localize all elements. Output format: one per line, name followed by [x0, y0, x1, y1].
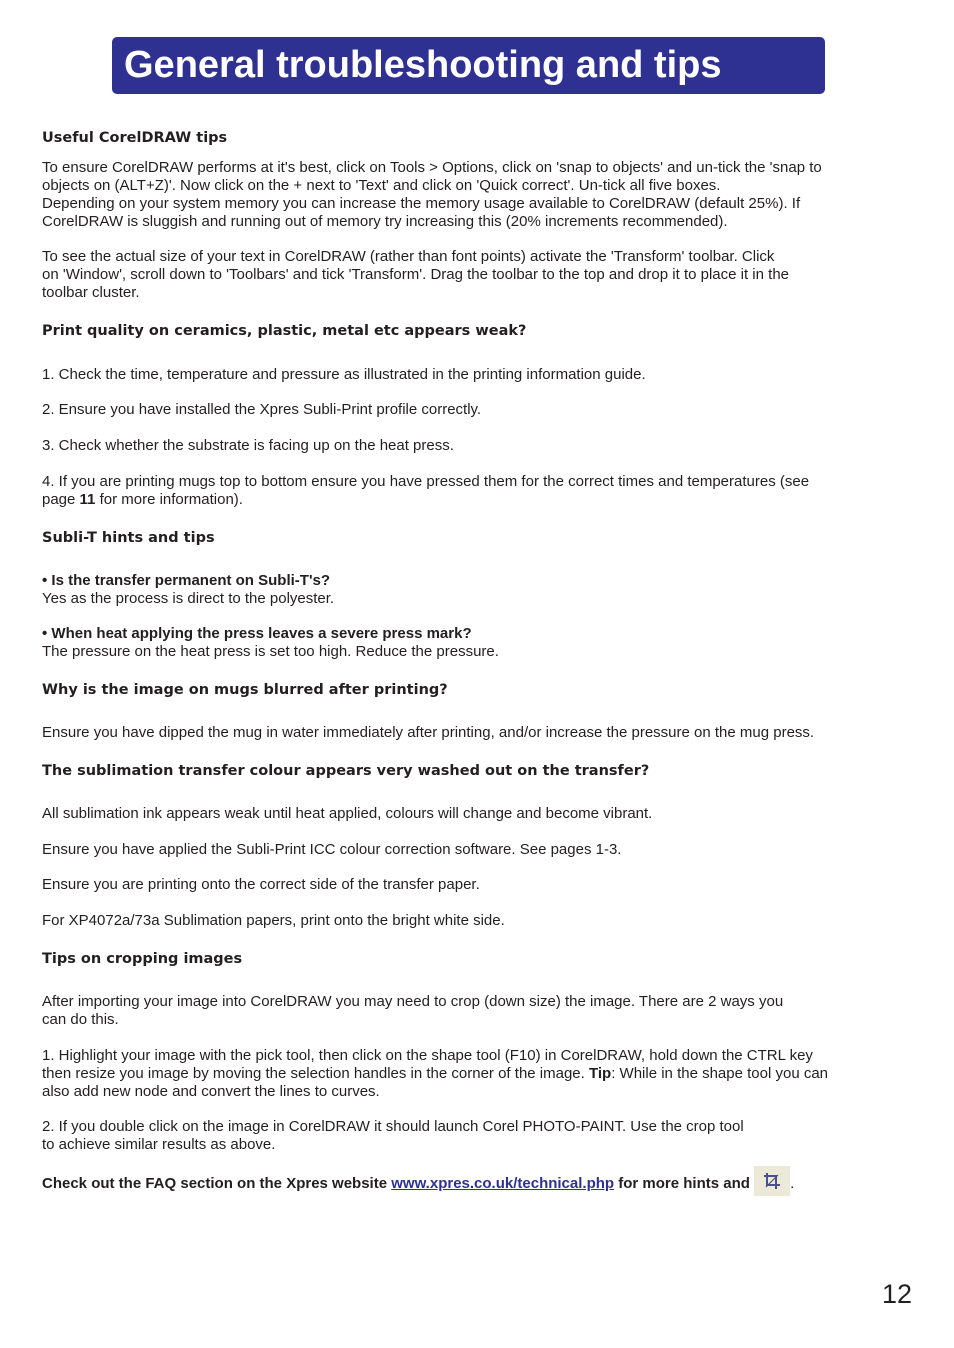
text-fragment: : While in the shape tool you can [611, 1065, 829, 1082]
faq-question: • Is the transfer permanent on Subli-T's? [42, 572, 331, 589]
cropping-paragraph-2 [42, 1047, 887, 1101]
cropping-paragraph-1 [42, 993, 887, 1029]
text-line: To ensure CorelDRAW performs at it's best, click on Tools > Options, click on 'snap to objects' and un-tick the 'snap to [42, 159, 822, 176]
heading-washed-out: The sublimation transfer colour appears very washed out on the transfer? [42, 763, 650, 779]
subli-t-faq-2 [42, 625, 887, 661]
coreldraw-paragraph-2 [42, 248, 887, 302]
text-line: Depending on your system memory you can increase the memory usage available to CorelDRAW (default 25%). If [42, 195, 801, 212]
washed-out-item-4: For XP4072a/73a Sublimation papers, print onto the bright white side. [42, 912, 505, 929]
print-quality-item-1: 1. Check the time, temperature and pressure as illustrated in the printing information guide. [42, 366, 646, 383]
text-fragment: for more hints and [614, 1174, 750, 1192]
text-line: After importing your image into CorelDRAW you may need to crop (down size) the image. There are 2 ways you [42, 993, 784, 1010]
heading-print-quality: Print quality on ceramics, plastic, metal etc appears weak? [42, 323, 527, 339]
text-fragment: Check out the FAQ section on the Xpres website [42, 1174, 392, 1192]
text-fragment: page [42, 491, 80, 508]
faq-footer-line [42, 1172, 887, 1196]
mugs-blurred-text: Ensure you have dipped the mug in water immediately after printing, and/or increase the pressure on the mug press. [42, 724, 815, 741]
text-fragment: then resize you image by moving the selection handles in the corner of the image. [42, 1065, 589, 1082]
washed-out-item-3: Ensure you are printing onto the correct side of the transfer paper. [42, 876, 480, 893]
heading-coreldraw-tips: Useful CorelDRAW tips [42, 130, 228, 146]
print-quality-item-4 [42, 473, 887, 509]
text-line: on 'Window', scroll down to 'Toolbars' and tick 'Transform'. Drag the toolbar to the top and drop it to place it in the [42, 266, 790, 283]
text-line: To see the actual size of your text in CorelDRAW (rather than font points) activate the 'Transform' toolbar. Click [42, 248, 775, 265]
washed-out-item-2: Ensure you have applied the Subli-Print ICC colour correction software. See pages 1-3. [42, 841, 622, 858]
text-fragment: for more information). [95, 491, 243, 508]
text-line: 2. If you double click on the image in CorelDRAW it should launch Corel PHOTO-PAINT. Use the crop tool [42, 1118, 744, 1135]
page-number: 12 [881, 1279, 912, 1309]
print-quality-item-2: 2. Ensure you have installed the Xpres Subli-Print profile correctly. [42, 401, 482, 418]
text-line: CorelDRAW is sluggish and running out of memory try increasing this (20% increments recommended). [42, 213, 728, 230]
text-line: can do this. [42, 1011, 119, 1028]
crop-tool-button [754, 1166, 790, 1196]
text-line: to achieve similar results as above. [42, 1136, 276, 1153]
title-banner [112, 37, 825, 94]
faq-answer: Yes as the process is direct to the polyester. [42, 590, 335, 607]
technical-page-link[interactable]: www.xpres.co.uk/technical.php [391, 1174, 615, 1192]
washed-out-item-1: All sublimation ink appears weak until heat applied, colours will change and become vibrant. [42, 805, 653, 822]
heading-mugs-blurred: Why is the image on mugs blurred after printing? [42, 682, 448, 698]
heading-cropping: Tips on cropping images [42, 951, 243, 967]
coreldraw-paragraph-1 [42, 159, 887, 231]
crop-icon [763, 1172, 781, 1190]
subli-t-faq-1 [42, 572, 887, 608]
text-line: objects on (ALT+Z)'. Now click on the + next to 'Text' and click on 'Quick correct'. Un-tick all five boxes. [42, 177, 721, 194]
faq-question: • When heat applying the press leaves a severe press mark? [42, 625, 472, 642]
page-title: General troubleshooting and tips [124, 44, 722, 86]
tip-label: Tip [588, 1065, 612, 1082]
cropping-paragraph-3 [42, 1118, 887, 1154]
heading-subli-t: Subli-T hints and tips [42, 530, 215, 546]
text-line: 1. Highlight your image with the pick tool, then click on the shape tool (F10) in CorelDRAW, hold down the CTRL key [42, 1047, 813, 1064]
text-line: also add new node and convert the lines to curves. [42, 1083, 380, 1100]
page-reference: 11 [79, 491, 96, 508]
text-line: 4. If you are printing mugs top to bottom ensure you have pressed them for the correct times and temperatures (see [42, 473, 810, 490]
text-fragment: . [790, 1174, 795, 1192]
faq-answer: The pressure on the heat press is set too high. Reduce the pressure. [42, 643, 499, 660]
print-quality-item-3: 3. Check whether the substrate is facing up on the heat press. [42, 437, 454, 454]
text-line: toolbar cluster. [42, 284, 140, 301]
